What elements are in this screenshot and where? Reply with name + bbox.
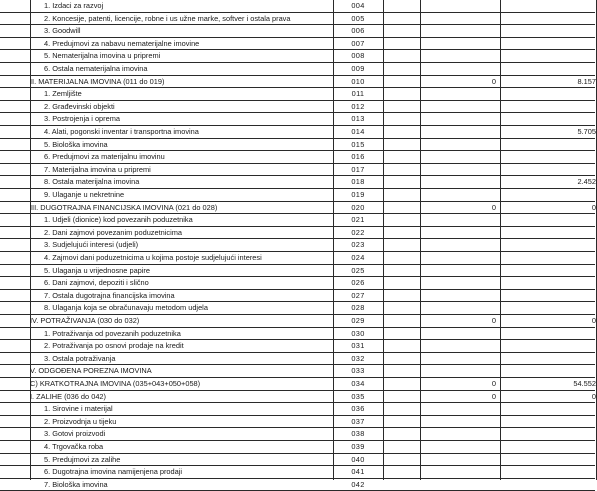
table-row [0,113,595,126]
row-label: 2. Potraživanja po osnovi prodaje na kredit [44,341,184,351]
row-code: 025 [351,265,365,275]
row-code: 027 [351,290,365,300]
previous-year-value: 0 [491,202,496,212]
current-year-value [504,25,596,37]
previous-year-value [420,428,496,440]
current-year-value [504,252,596,264]
previous-year-value [420,252,496,264]
row-label: 8. Ulaganja koja se obračunavaju metodom udjela [44,303,208,313]
row-code: 036 [351,404,365,414]
row-code: 042 [351,479,365,489]
current-year-value [504,164,596,176]
table-row [0,277,595,290]
table-row [0,454,595,467]
row-label: 6. Dani zajmovi, depoziti i slično [44,278,149,288]
table-row [0,38,595,51]
current-year-value [504,340,596,352]
table-row [0,479,595,491]
row-code: 006 [351,26,365,36]
table-row [0,176,595,189]
row-code: 032 [351,353,365,363]
row-code: 024 [351,253,365,262]
row-label: 3. Goodwill [44,26,81,36]
row-label: 3. Sudjelujući interesi (udjeli) [44,240,139,250]
table-row [0,126,595,139]
row-code: 038 [351,429,365,439]
row-label: 4. Predujmovi za nabavu nematerijalne imovine [44,38,200,48]
row-label: 1. Zemljište [44,89,82,99]
row-code: 005 [351,13,365,23]
row-code: 041 [351,467,365,477]
row-label: 4. Trgovačka roba [44,442,104,451]
table-row [0,365,595,378]
previous-year-value: 0 [491,316,496,325]
table-row [0,302,595,315]
row-label: 6. Ostala nematerijalna imovina [44,64,148,73]
table-row [0,50,595,63]
row-code: 029 [351,316,365,325]
current-year-value [504,38,596,50]
row-label: 6. Predujmovi za materijalnu imovinu [44,152,165,162]
row-label: 7. Biološka imovina [44,479,108,489]
row-label: 3. Gotovi proizvodi [44,429,106,439]
current-year-value [504,416,596,428]
row-code: 017 [351,164,365,174]
current-year-value [504,113,596,125]
previous-year-value [420,227,496,239]
previous-year-value [420,239,496,251]
current-year-value [504,277,596,289]
previous-year-value [420,290,496,302]
current-year-value [504,454,596,466]
current-year-value: 0 [591,316,596,325]
previous-year-value [420,265,496,277]
row-label: II. MATERIJALNA IMOVINA (011 do 019) [30,76,165,86]
row-label: 4. Zajmovi dani poduzetnicima u kojima postoje sudjelujući interesi [44,253,262,262]
previous-year-value [420,466,496,478]
current-year-value [504,139,596,151]
row-code: 012 [351,101,365,111]
table-row [0,63,595,76]
previous-year-value [420,441,496,453]
previous-year-value [420,151,496,163]
row-label: C) KRATKOTRAJNA IMOVINA (035+043+050+058) [30,379,201,388]
previous-year-value [420,454,496,466]
previous-year-value [420,63,496,75]
current-year-value [504,50,596,62]
current-year-value [504,214,596,226]
table-row [0,265,595,278]
previous-year-value [420,277,496,289]
row-code: 015 [351,139,365,149]
row-code: 016 [351,152,365,162]
table-row [0,353,595,366]
current-year-value [504,290,596,302]
current-year-value [504,88,596,100]
table-row [0,416,595,429]
row-label: 5. Nematerijalna imovina u pripremi [44,51,161,61]
previous-year-value [420,365,496,377]
table-row [0,13,595,26]
row-code: 028 [351,303,365,313]
previous-year-value [420,403,496,415]
current-year-value [504,239,596,251]
current-year-value [504,63,596,75]
current-year-value [504,265,596,277]
previous-year-value [420,302,496,314]
row-code: 020 [351,202,365,212]
table-row [0,239,595,252]
previous-year-value: 0 [491,76,496,86]
row-label: 2. Građevinski objekti [44,101,115,111]
current-year-value [504,13,596,25]
previous-year-value [420,139,496,151]
table-row [0,164,595,177]
previous-year-value: 0 [491,379,496,388]
previous-year-value [420,328,496,340]
current-year-value: 8.157 [577,76,596,86]
current-year-value [504,403,596,415]
row-label: 1. Izdaci za razvoj [44,1,104,10]
table-row [0,428,595,441]
previous-year-value [420,353,496,365]
row-label: V. ODGOĐENA POREZNA IMOVINA [30,366,152,376]
current-year-value [504,466,596,478]
current-year-value [504,189,596,201]
row-code: 019 [351,190,365,199]
current-year-value [504,479,596,491]
table-row [0,139,595,152]
table-row [0,378,595,391]
row-code: 009 [351,64,365,73]
row-code: 037 [351,416,365,426]
row-label: 2. Proizvodnja u tijeku [44,416,117,426]
previous-year-value [420,416,496,428]
row-label: 5. Biološka imovina [44,139,108,149]
row-label: 5. Predujmovi za zalihe [44,454,121,464]
row-code: 031 [351,341,365,351]
row-label: 8. Ostala materijalna imovina [44,177,140,187]
table-row [0,76,595,89]
previous-year-value: 0 [491,391,496,401]
current-year-value: 5.705 [577,127,596,136]
table-row [0,88,595,101]
table-row [0,315,595,328]
table-row [0,391,595,404]
current-year-value [504,428,596,440]
current-year-value: 54.552 [573,379,596,388]
current-year-value [504,0,596,12]
row-label: 1. Sirovine i materijal [44,404,113,414]
row-code: 007 [351,38,365,48]
table-row [0,340,595,353]
table-row [0,101,595,114]
table-row [0,252,595,265]
current-year-value [504,365,596,377]
row-label: 7. Materijalna imovina u pripremi [44,164,151,174]
previous-year-value [420,25,496,37]
row-label: 5. Ulaganja u vrijednosne papire [44,265,151,275]
row-code: 030 [351,328,365,338]
previous-year-value [420,88,496,100]
row-code: 022 [351,227,365,237]
previous-year-value [420,113,496,125]
row-code: 018 [351,177,365,187]
row-code: 023 [351,240,365,250]
row-code: 010 [351,76,365,86]
current-year-value [504,101,596,113]
row-code: 026 [351,278,365,288]
row-code: 034 [351,379,365,388]
current-year-value: 0 [591,202,596,212]
table-row [0,0,595,13]
current-year-value: 0 [591,391,596,401]
table-row [0,403,595,416]
row-label: 1. Udjeli (dionice) kod povezanih poduzetnika [44,215,193,225]
row-label: 2. Dani zajmovi povezanim poduzetnicima [44,227,183,237]
row-code: 040 [351,454,365,464]
row-label: 3. Postrojenja i oprema [44,114,120,124]
table-row [0,202,595,215]
row-label: 4. Alati, pogonski inventar i transportna imovina [44,127,199,136]
previous-year-value [420,0,496,12]
table-row [0,466,595,479]
previous-year-value [420,479,496,491]
table-row [0,441,595,454]
current-year-value [504,151,596,163]
current-year-value [504,302,596,314]
current-year-value [504,441,596,453]
table-row [0,290,595,303]
row-code: 021 [351,215,365,225]
row-label: 1. Potraživanja od povezanih poduzetnika [44,328,181,338]
row-label: 7. Ostala dugotrajna financijska imovina [44,290,175,300]
table-row [0,151,595,164]
row-code: 004 [351,1,365,10]
previous-year-value [420,38,496,50]
previous-year-value [420,176,496,188]
current-year-value: 2.452 [577,177,596,187]
previous-year-value [420,189,496,201]
row-label: IV. POTRAŽIVANJA (030 do 032) [30,316,140,325]
table-row [0,328,595,341]
previous-year-value [420,214,496,226]
row-code: 008 [351,51,365,61]
row-code: 033 [351,366,365,376]
current-year-value [504,328,596,340]
table-row [0,25,595,38]
row-code: 011 [351,89,365,99]
row-label: 9. Ulaganje u nekretnine [44,190,125,199]
row-code: 039 [351,442,365,451]
row-label: 6. Dugotrajna imovina namijenjena prodaji [44,467,183,477]
row-label: 3. Ostala potraživanja [44,353,116,363]
previous-year-value [420,50,496,62]
previous-year-value [420,101,496,113]
current-year-value [504,227,596,239]
previous-year-value [420,13,496,25]
row-code: 014 [351,127,365,136]
table-row [0,227,595,240]
row-label: I. ZALIHE (036 do 042) [30,391,106,401]
previous-year-value [420,340,496,352]
table-row [0,189,595,202]
previous-year-value [420,164,496,176]
row-label: III. DUGOTRAJNA FINANCIJSKA IMOVINA (021 do 028) [30,202,218,212]
current-year-value [504,353,596,365]
row-code: 013 [351,114,365,124]
table-row [0,214,595,227]
row-label: 2. Koncesije, patenti, licencije, robne i us užne marke, softver i ostala prava [44,13,291,23]
previous-year-value [420,126,496,138]
row-code: 035 [351,391,365,401]
